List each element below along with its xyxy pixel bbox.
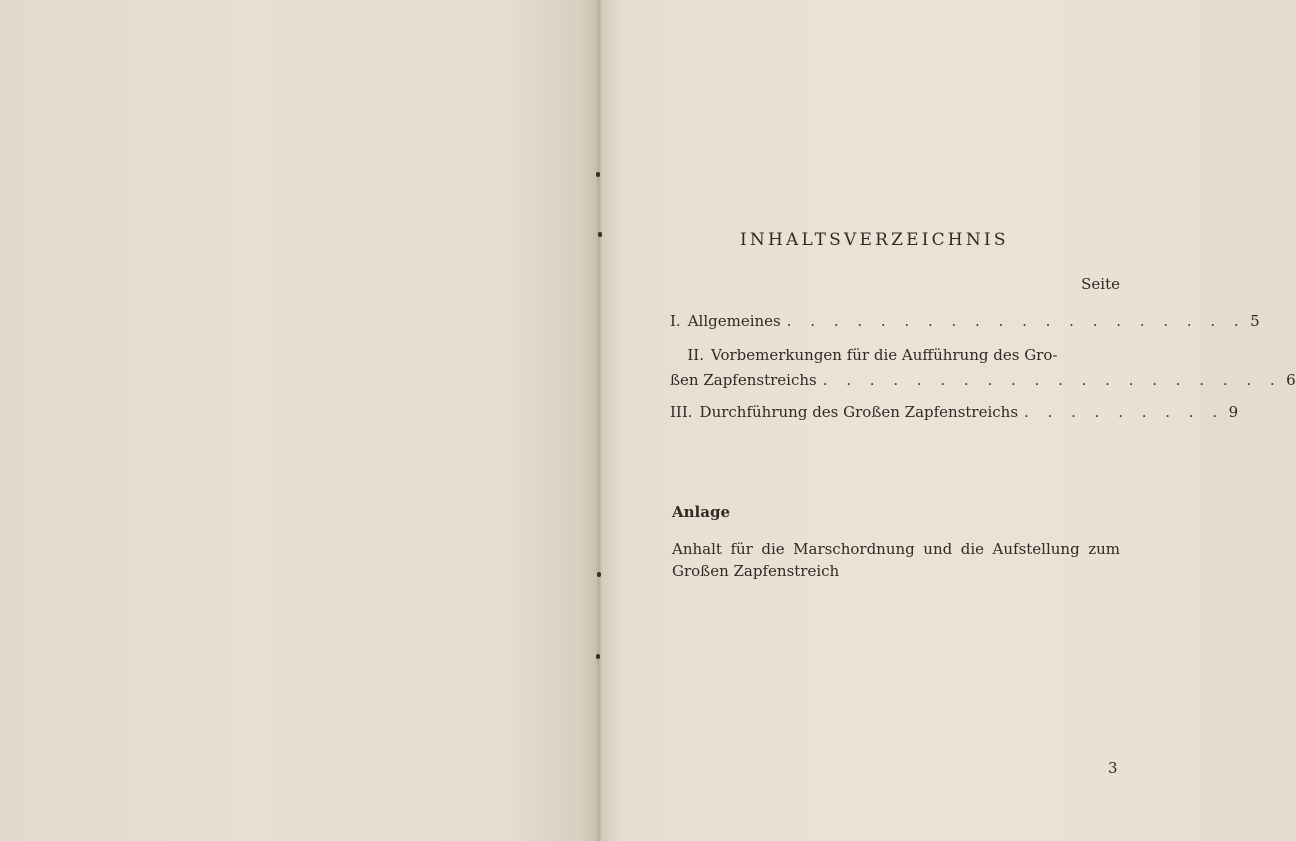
toc-entry-page: 6 <box>1286 371 1296 389</box>
toc-entry-1 <box>670 309 1260 334</box>
binding-stitch <box>598 232 602 237</box>
toc-entry-page: 9 <box>1228 403 1239 421</box>
dot-leader: . . . . . . . . . . . . . . . . . . . . <box>786 312 1246 330</box>
toc-entry-title: Vorbemerkungen für die Aufführung des Gro- <box>711 346 1058 364</box>
dot-leader: . . . . . . . . . . . . . . . . . . . . <box>822 371 1282 389</box>
dot-leader: . . . . . . . . . <box>1024 403 1225 421</box>
toc-entry-3 <box>670 400 1239 425</box>
binding-stitch <box>596 172 600 177</box>
left-page-blank <box>0 0 598 841</box>
toc-title: INHALTSVERZEICHNIS <box>740 230 1009 250</box>
toc-entry-line <box>670 309 1260 334</box>
toc-entry-title: Allgemeines <box>687 312 781 330</box>
toc-entry-line <box>670 368 1296 393</box>
appendix-heading: Anlage <box>672 503 730 521</box>
toc-entry-page: 5 <box>1250 312 1260 330</box>
toc-entry-number: II. <box>687 346 704 364</box>
toc-entry-number: I. <box>670 312 681 330</box>
toc-entry-2 <box>670 343 1296 393</box>
toc-entry-line <box>670 343 1120 368</box>
toc-entry-title-continued: ßen Zapfenstreichs <box>670 371 817 389</box>
page-number: 3 <box>1108 759 1118 777</box>
binding-stitch <box>597 572 601 577</box>
book-gutter <box>596 0 602 841</box>
toc-entry-line <box>670 400 1239 425</box>
toc-entry-title: Durchführung des Großen Zapfenstreichs <box>699 403 1019 421</box>
toc-entry-number: III. <box>670 403 693 421</box>
appendix-text: Anhalt für die Marschordnung und die Aufstellung zum Großen Zapfenstreich <box>672 540 1120 580</box>
page-column-label: Seite <box>1081 275 1120 293</box>
binding-stitch <box>596 654 600 659</box>
